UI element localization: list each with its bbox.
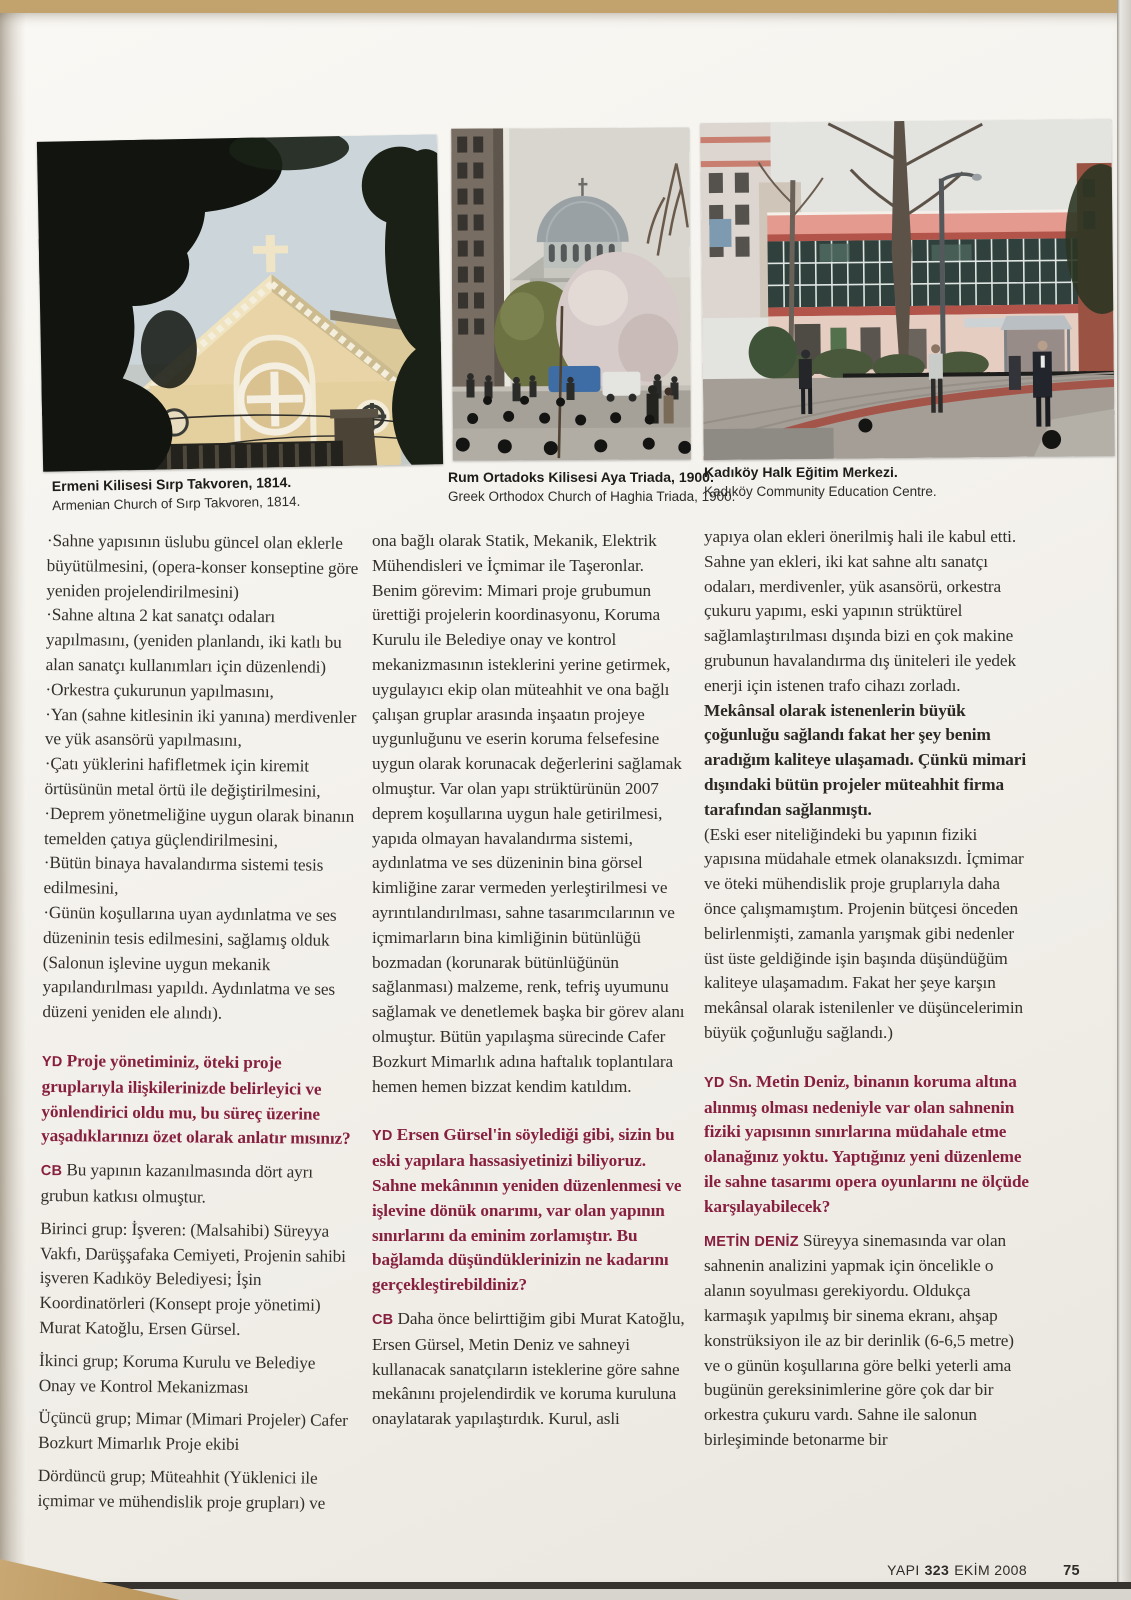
paragraph: ·Günün koşullarına uyan aydınlatma ve ses düzeninin tesis edilmesini, sağlamış olduk (Salonun işlevine uygun mekanik yapılandırılması yapıldı. Aydınlatma ve ses düzeni yeniden ele alındı). xyxy=(42,902,337,1023)
speaker-label: YD xyxy=(41,1053,63,1071)
paragraph: ona bağlı olarak Statik, Mekanik, Elektrik Mühendisleri ve İçmimar ile Taşeronlar. Benim görevim: Mimari proje grubumun ürettiği projelerin koordinasyonu, Koruma Kurulu ile Belediye onay ve kontrol mekanizmasının isteklerini yerine getirmek, uygulayıcı ekip olan müteahhit ve ona bağlı çalışan gruplar arasında inşaatın projeye uygunluğunu ve eserin koruma felsefesine uygun olarak korunacak değerlerini sağlamak olmuştur. Var olan yapı strüktürünün 2007 deprem koşullarına uygun hale getirilmesi, yapıda olmayan havalandırma sistemi, aydınlatma ve ses düzeninin bina görsel kimliğine zarar vermeden yerleştirilmesi ve ayrıntılandırılması, sahne tasarımcılarının ve içmimarların bina kimliğinin bütünlüğü bozmadan (korunarak bütünlüğünün sağlanması) malzeme, renk, tefriş uyumunu sağlamak ve denetlemek başka bir görev alanı olmuştur. Bütün yapılaşma sürecinde Cafer Bozkurt Mimarlık adına haftalık toplantılara hemen hemen bizzat kendim katıldım. xyxy=(372,531,685,1096)
caption-education-centre xyxy=(704,463,937,501)
paragraph: Dördüncü grup; Müteahhit (Yüklenici ile içmimar ve mühendislik proje grupları) ve xyxy=(37,1465,326,1513)
paragraph: yapıya olan ekleri önerilmiş hali ile kabul etti. Sahne yan ekleri, iki kat sahne altı sanatçı odaları, merdivenler, yük asansörü, orkestra çukuru yapımı, eski yapının strüktürel sağlamlaştırılması dışında bizi en çok makine grubunun havalandırma dış üniteleri ile yedek enerji için istenen trafo cihazı zorladı. xyxy=(704,527,1017,695)
interview-answer: METİN DENİZ Süreyya sinemasında var olan sahnenin analizini yapmak için öncelikle o alanın soyulması gerekiyordu. Oldukça karmaşık yapılmış bir sinema ekranı, ahşap konstrüksiyon ile az bir derinlik (6-6,5 metre) ve o günün koşullarına göre belki yeterli ama bugünün gereksinimlerine göre çok dar bir orkestra çukuru vardı. Sahne ile salonun birleşiminde betonarme bir xyxy=(704,1230,1014,1449)
magazine-page xyxy=(0,13,1117,1588)
photo-armenian-church xyxy=(37,134,443,472)
photo-greek-orthodox-church xyxy=(451,127,691,460)
paragraph: İkinci grup; Koruma Kurulu ve Belediye Onay ve Kontrol Mekanizması xyxy=(38,1350,316,1397)
caption-english: Kadıköy Community Education Centre. xyxy=(704,484,937,499)
paragraph: ·Yan (sahne kitlesinin iki yanına) merdivenler ve yük asansörü yapılmasını, xyxy=(44,704,357,751)
page-bottom-shadow xyxy=(0,1582,1131,1589)
paragraph: ·Deprem yönetmeliğine uygun olarak binanın temelden çatıya güçlendirilmesini, xyxy=(43,803,355,850)
caption-armenian-church xyxy=(52,473,301,515)
page-number: 75 xyxy=(1063,1563,1080,1579)
article-column-3 xyxy=(704,525,1029,1453)
interview-question: YD Proje yönetiminiz, öteki proje gruplarıyla ilişkilerinizde belirleyici ve yönlendirici oldu mu, bu süreç üzerine yaşadıklarınızı özet olarak anlatır mısınız? xyxy=(41,1051,351,1149)
caption-turkish: Kadıköy Halk Eğitim Merkezi. xyxy=(704,464,898,480)
paragraph: Mekânsal olarak istenenlerin büyük çoğunluğu sağlandı fakat her şey benim aradığım kaliteye ulaşamadı. Çünkü mimari dışındaki bütün projeler müteahhit firma tarafından sağlanmıştı. xyxy=(704,700,1027,819)
paragraph: ·Sahne yapısının üslubu güncel olan eklerle büyütülmesini, (opera-konser konseptine göre yeniden projelendirilmesini) xyxy=(46,530,359,602)
speaker-label: CB xyxy=(40,1163,63,1180)
article-column-1 xyxy=(38,529,363,1516)
page-footer xyxy=(640,1562,1080,1579)
caption-turkish: Ermeni Kilisesi Sırp Takvoren, 1814. xyxy=(51,473,292,495)
speaker-label: METİN DENİZ xyxy=(704,1233,799,1250)
adjacent-page-edge xyxy=(1117,0,1131,1588)
speaker-label: CB xyxy=(372,1311,394,1328)
issue-date: EKİM 2008 xyxy=(954,1562,1028,1578)
spine-shadow xyxy=(0,13,26,1588)
photo-education-centre xyxy=(700,119,1115,460)
article-column-2 xyxy=(372,529,685,1432)
interview-question: YD Ersen Gürsel'in söylediği gibi, sizin bu eski yapılara hassasiyetinizi biliyoruz. Sahne mekânının yeniden düzenlenmesi ve işlevine dönük onarımı, var olan yapının sınırlarını da eminim zorlamıştır. Bu bağlamda düşündüklerinizin ne kadarını gerçekleştirebildiniz? xyxy=(372,1125,682,1295)
paragraph: Üçüncü grup; Mimar (Mimari Projeler) Cafer Bozkurt Mimarlık Proje ekibi xyxy=(38,1408,348,1454)
paragraph: ·Bütün binaya havalandırma sistemi tesis edilmesini, xyxy=(43,853,324,898)
magazine-name: YAPI xyxy=(887,1562,920,1578)
interview-answer: CB Daha önce belirttiğim gibi Murat Katoğlu, Ersen Gürsel, Metin Deniz ve sahneyi kullanacak sanatçıların isteklerine göre sahne mekânını projelendirdik ve koruma kuruluna onaylatarak yapılaştırdık. Kurul, asli xyxy=(372,1308,685,1429)
greek-orthodox-street-illustration xyxy=(451,127,691,460)
education-centre-illustration xyxy=(700,119,1115,460)
caption-english: Armenian Church of Sırp Takvoren, 1814. xyxy=(52,493,301,514)
paragraph: ·Sahne altına 2 kat sanatçı odaları yapılmasını, (yeniden planlandı, iki katlı bu alan sanatçı kullanımları için düzenlendi) xyxy=(45,605,342,677)
speaker-label: YD xyxy=(372,1128,393,1145)
paragraph: ·Çatı yüklerini hafifletmek için kiremit örtüsünün metal örtü ile değiştirilmesini, xyxy=(44,754,321,801)
speaker-label: YD xyxy=(704,1074,725,1091)
interview-question: YD Sn. Metin Deniz, binanın koruma altına alınmış olması nedeniyle var olan sahnenin fiziki yapısının sınırlarına müdahale etme olanağınız yoktu. Yaptığınız yeni düzenleme ile sahne tasarımı opera oyunlarını ne ölçüde karşılayabilecek? xyxy=(704,1071,1029,1216)
issue-number: 323 xyxy=(924,1562,950,1578)
paragraph: Birinci grup: İşveren: (Malsahibi) Süreyya Vakfı, Darüşşafaka Cemiyeti, Projenin sahibi işveren Kadıköy Belediyesi; İşin Koordinatörleri (Konsept proje yönetimi) Murat Katoğlu, Ersen Gürsel. xyxy=(39,1218,346,1339)
caption-english: Greek Orthodox Church of Haghia Triada, 1900. xyxy=(448,489,736,504)
caption-turkish: Rum Ortadoks Kilisesi Aya Triada, 1900. xyxy=(448,469,714,485)
paragraph: (Eski eser niteliğindeki bu yapının fiziki yapısına müdahale etmek olanaksızdı. İçmimar ve öteki mühendislik proje gruplarıyla daha önce çalışmamıştım. Projenin bütçesi önceden belirlenmişti, zamanla yarışmak gibi nedenler üst üste geldiğinde işin başında düşündüğüm kaliteye ulaşamadım. Fakat her şeye karşın mekânsal olarak istenilenler ve düşüncelerimin büyük çoğunluğu sağlandı.) xyxy=(704,824,1024,1042)
paragraph: ·Orkestra çukurunun yapılmasını, xyxy=(45,679,274,701)
interview-answer: CB Bu yapının kazanılmasında dört ayrı grubun katkısı olmuştur. xyxy=(40,1160,314,1207)
armenian-church-illustration xyxy=(37,134,443,472)
caption-greek-orthodox-church xyxy=(448,468,735,506)
